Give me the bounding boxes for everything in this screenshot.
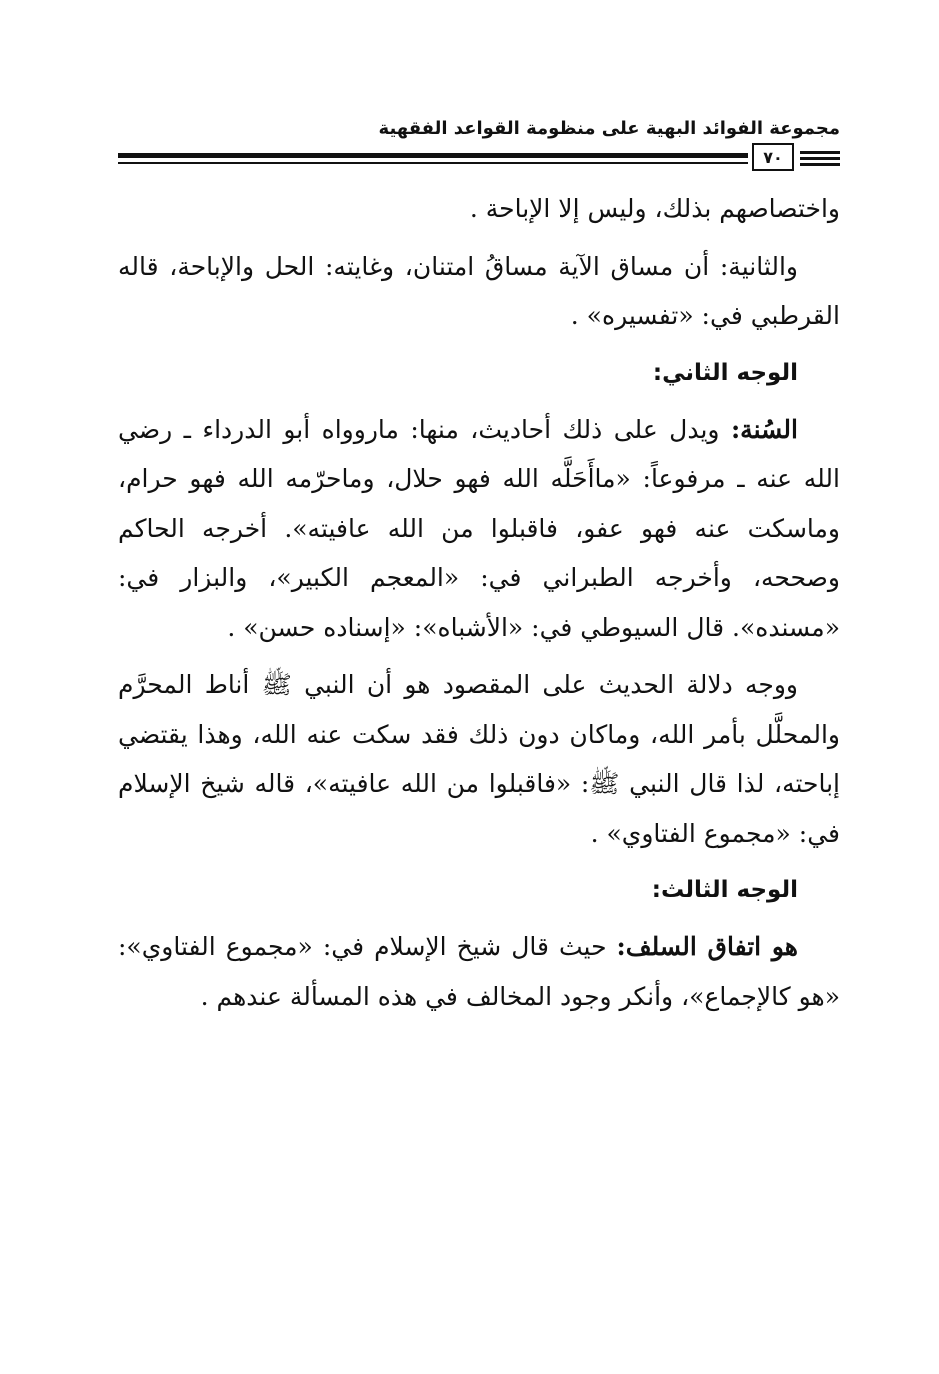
paragraph-hadith-evidence: ووجه دلالة الحديث على المقصود هو أن النبي ﷺ أناط المحرَّم والمحلَّل بأمر الله، وماكان دون ذلك فقد سكت عنه الله، وهذا يقتضي إباحته، لذا قال النبي ﷺ: «فاقبلوا من الله عافيته»، قاله شيخ الإسلام في: «مجموع الفتاوي» . (118, 670, 840, 848)
sunnah-text: ويدل على ذلك أحاديث، منها: ماروواه أبو الدرداء ـ رضي الله عنه ـ مرفوعاً: «ماأَحَلَّه الله فهو حلال، وماحرّمه الله فهو حرام، وماسكت عنه فهو عفو، فاقبلوا من الله عافيته». أخرجه الحاكم وصححه، وأخرجه الطبراني في: «المعجم الكبير»، والبزار في: «مسنده». قال السيوطي في: «الأشباه»: «إسناده حسن» . (118, 414, 840, 642)
page-body (118, 184, 840, 1021)
sunnah-label: السُنة: (730, 414, 798, 444)
section-heading-second-aspect: الوجه الثاني: (652, 359, 798, 386)
page-number: ٧٠ (752, 143, 794, 171)
section-heading-third-aspect: الوجه الثالث: (651, 877, 798, 903)
consensus-text: حيث قال شيخ الإسلام في: «مجموع الفتاوي»: «هو كالإجماع»، وأنكر وجود المخالف في هذه المسألة عندهم . (118, 932, 840, 1011)
consensus-label: هو اتفاق السلف: (616, 932, 798, 961)
header-rule-thin (118, 162, 748, 164)
header-rule-thick (118, 153, 748, 158)
page-header (118, 118, 840, 174)
paragraph-sunnah (118, 405, 840, 653)
header-ornament-bars (800, 151, 840, 169)
running-title: مجموعة الفوائد البهية على منظومة القواعد الفقهية (378, 118, 840, 139)
paragraph-consensus (118, 922, 840, 1021)
paragraph-continuation: واختصاصهم بذلك، وليس إلا الإباحة . (469, 194, 840, 223)
paragraph-second-point: والثانية: أن مساق الآية مساقُ امتنان، وغايته: الحل والإباحة، قاله القرطبي في: «تفسيره» . (118, 251, 840, 330)
